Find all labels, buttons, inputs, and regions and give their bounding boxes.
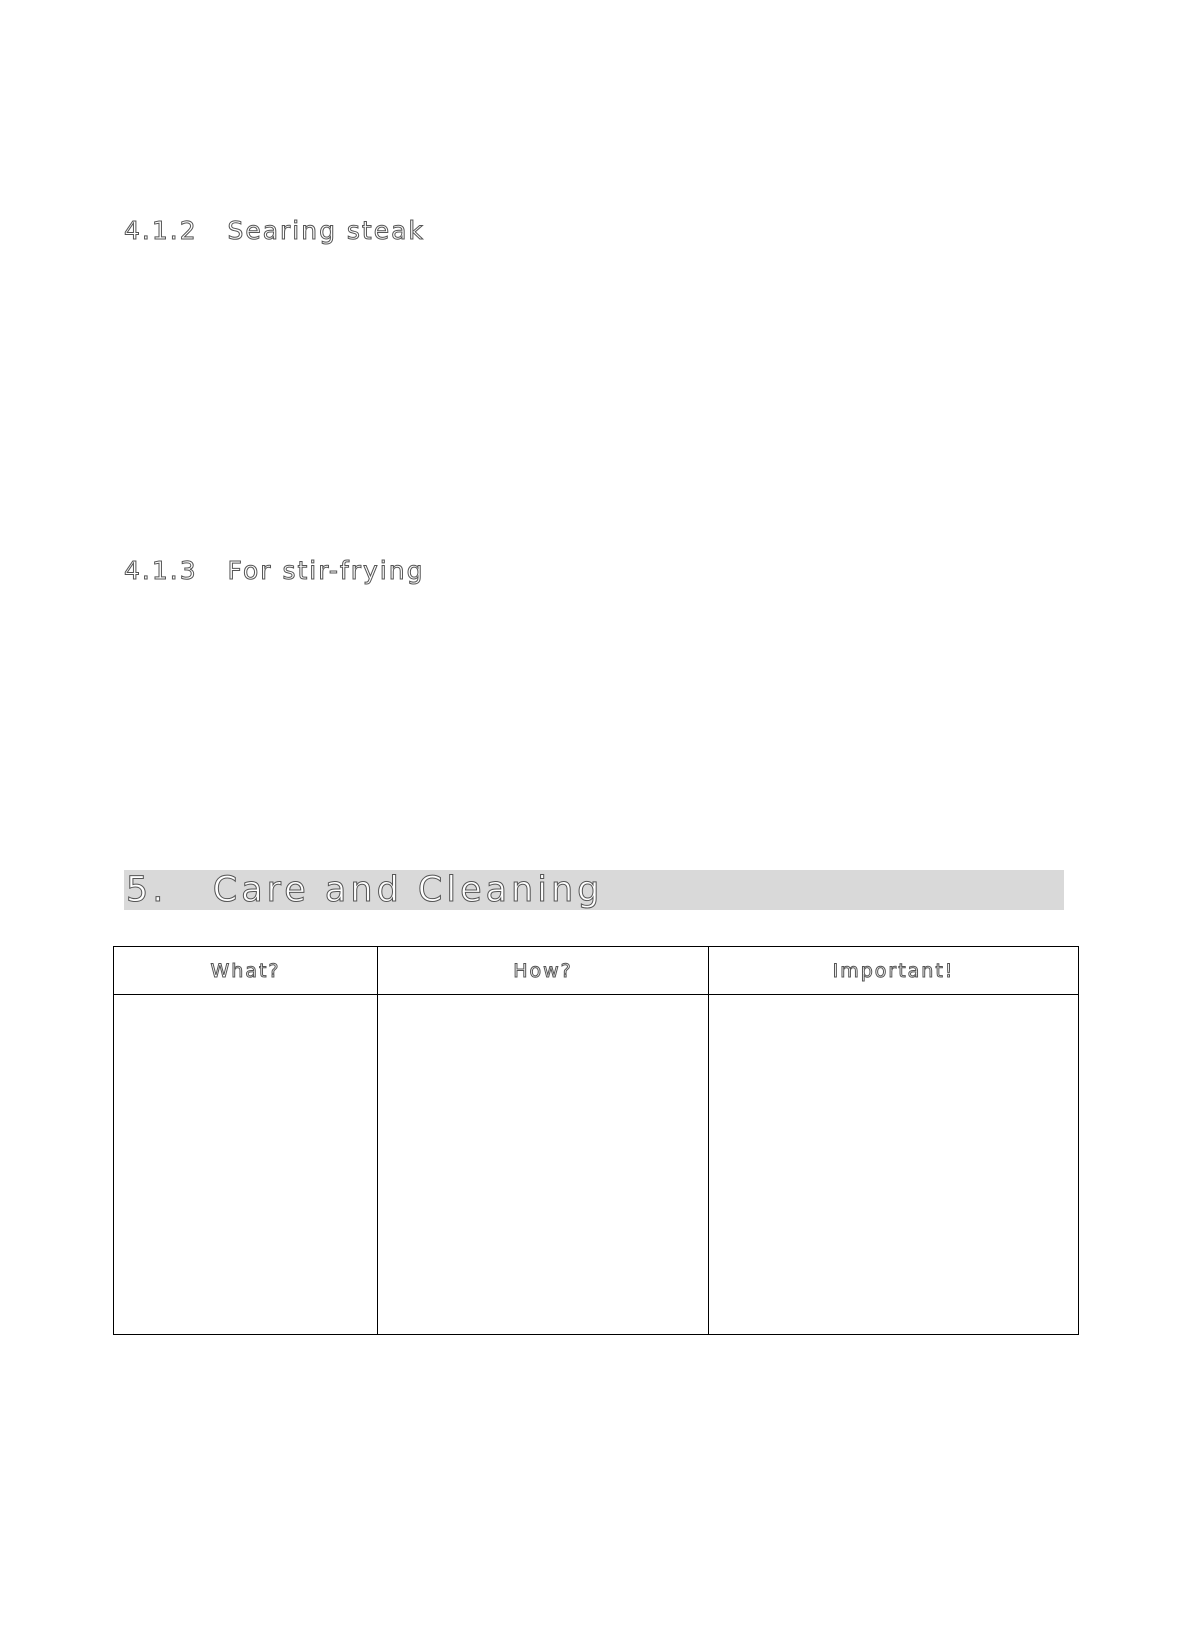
care-cleaning-table — [113, 946, 1079, 1335]
section-heading-bar — [124, 870, 1064, 910]
column-header-how: How? — [378, 947, 709, 995]
section-heading-care-cleaning: 5. Care and Cleaning — [126, 870, 604, 910]
subsection-heading-searing-steak: 4.1.2 Searing steak — [124, 216, 425, 245]
table-cell-how — [378, 995, 709, 1335]
table-header-row — [114, 947, 1079, 995]
table-cell-important — [709, 995, 1079, 1335]
column-header-what: What? — [114, 947, 378, 995]
column-header-important: Important! — [709, 947, 1079, 995]
subsection-heading-stir-frying: 4.1.3 For stir-frying — [124, 556, 425, 585]
table-row — [114, 995, 1079, 1335]
table-cell-what — [114, 995, 378, 1335]
